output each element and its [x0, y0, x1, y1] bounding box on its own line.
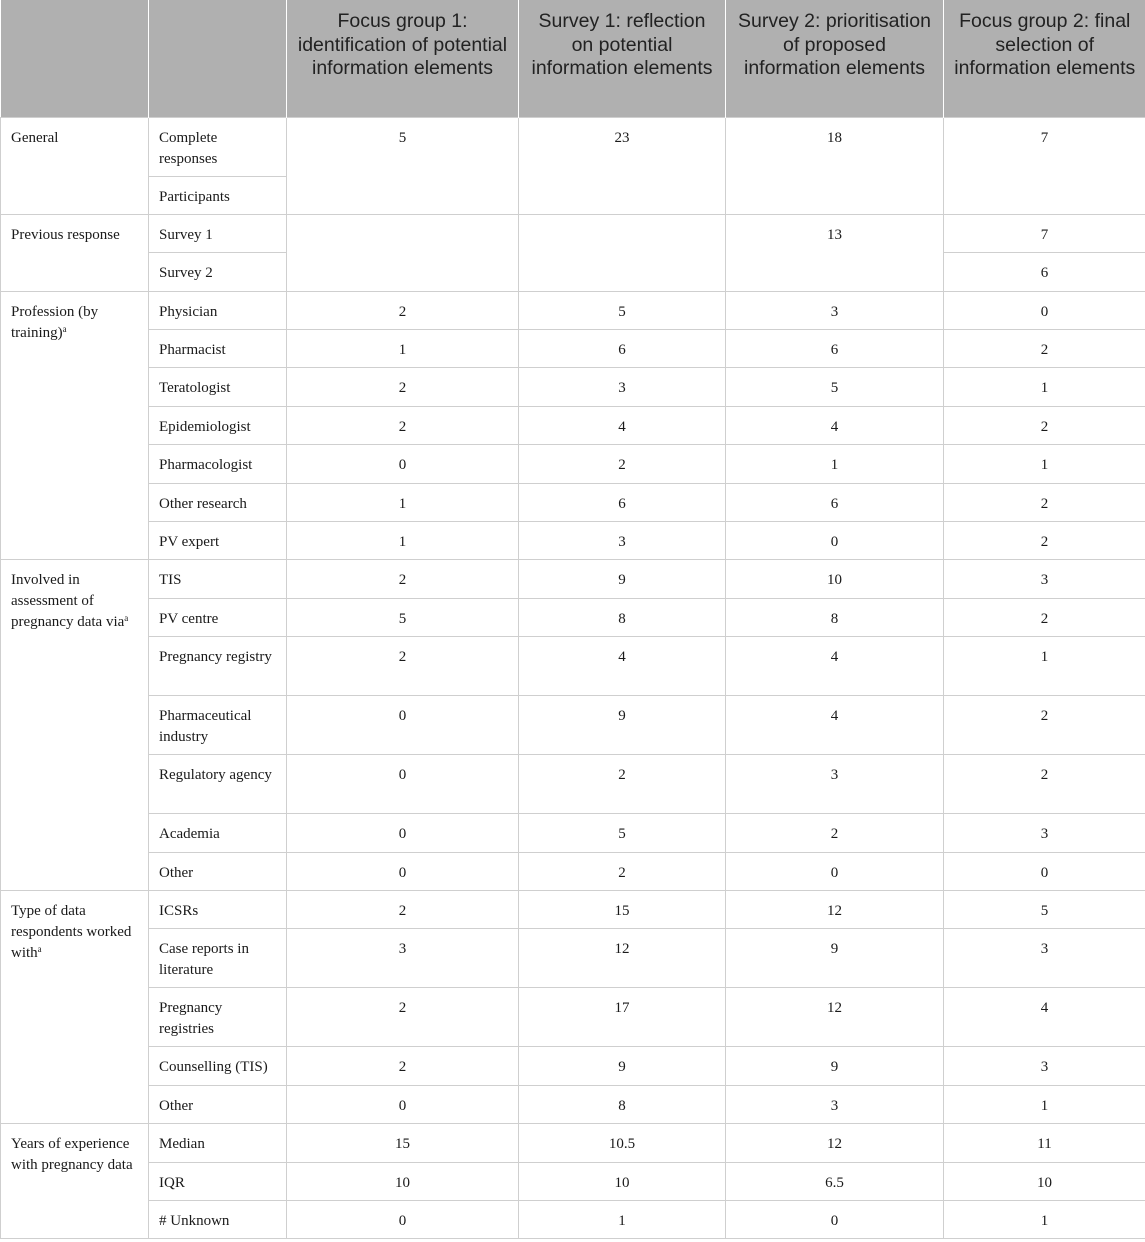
cell-value: 8 [519, 1085, 726, 1123]
cell-value: 0 [944, 291, 1145, 329]
cell-value: 1 [944, 1200, 1145, 1238]
cell-value: 0 [287, 445, 519, 483]
table-row [1, 1162, 1145, 1200]
cell-value: 11 [944, 1124, 1145, 1162]
table-row [1, 445, 1145, 483]
cell-value: 15 [287, 1124, 519, 1162]
cell-value: 2 [944, 483, 1145, 521]
cell-value: 7 [944, 214, 1145, 252]
row-label: Median [149, 1124, 287, 1162]
cell-value: 9 [726, 1047, 944, 1085]
cell-value: 2 [287, 406, 519, 444]
row-label: Pregnancy registry [149, 637, 287, 696]
header-focus-group-2: Focus group 2: final selection of information elements [944, 0, 1145, 117]
cell-value: 9 [519, 560, 726, 598]
cell-value: 3 [287, 929, 519, 988]
table-row [1, 852, 1145, 890]
table-row [1, 406, 1145, 444]
cell-value: 3 [519, 522, 726, 560]
cell-value: 1 [944, 1085, 1145, 1123]
cell-value: 0 [287, 852, 519, 890]
cell-value: 5 [519, 814, 726, 852]
table-row [1, 929, 1145, 988]
category-previous-response: Previous response [1, 214, 149, 291]
table-row [1, 117, 1145, 176]
footnote-marker: a [124, 613, 129, 624]
cell-value: 12 [726, 890, 944, 928]
cell-value: 8 [519, 598, 726, 636]
cell-value: 2 [944, 522, 1145, 560]
footnote-marker: a [37, 943, 42, 954]
cell-value: 2 [944, 598, 1145, 636]
table-row [1, 637, 1145, 696]
cell-value: 6 [726, 330, 944, 368]
cell-value: 2 [287, 368, 519, 406]
table-row [1, 522, 1145, 560]
cell-value: 12 [519, 929, 726, 988]
cell-value: 10 [726, 560, 944, 598]
cell-value: 4 [726, 696, 944, 755]
row-label: Pharmacist [149, 330, 287, 368]
cell-value: 23 [519, 117, 726, 214]
cell-value: 9 [519, 696, 726, 755]
table-row [1, 330, 1145, 368]
category-involved-in-assessment: Involved in assessment of pregnancy data via$^a$ [1, 560, 149, 891]
header-empty-1 [1, 0, 149, 117]
cell-value: 2 [287, 291, 519, 329]
cell-value: 10 [944, 1162, 1145, 1200]
row-label: Epidemiologist [149, 406, 287, 444]
row-label: Regulatory agency [149, 755, 287, 814]
table-row [1, 1085, 1145, 1123]
cell-value: 4 [726, 637, 944, 696]
cell-value: 4 [519, 406, 726, 444]
cell-value: 2 [944, 330, 1145, 368]
cell-value: 1 [944, 445, 1145, 483]
row-label: Other [149, 1085, 287, 1123]
header-survey-1: Survey 1: reflection on potential information elements [519, 0, 726, 117]
cell-value: 2 [944, 755, 1145, 814]
cell-value: 3 [519, 368, 726, 406]
row-label: IQR [149, 1162, 287, 1200]
cell-value: 0 [726, 852, 944, 890]
cell-value: 2 [287, 560, 519, 598]
row-label: # Unknown [149, 1200, 287, 1238]
row-label: Survey 1 [149, 214, 287, 252]
cell-value: 0 [726, 1200, 944, 1238]
row-label: Counselling (TIS) [149, 1047, 287, 1085]
cell-value: 3 [726, 1085, 944, 1123]
cell-value: 1 [287, 483, 519, 521]
table-row [1, 1047, 1145, 1085]
cell-value: 2 [519, 755, 726, 814]
cell-value: 0 [287, 814, 519, 852]
cell-value: 3 [944, 814, 1145, 852]
row-label: Participants [149, 176, 287, 214]
category-type-of-data: Type of data respondents worked with$^a$ [1, 890, 149, 1123]
cell-value: 1 [944, 637, 1145, 696]
row-label: Teratologist [149, 368, 287, 406]
table-row [1, 890, 1145, 928]
table-row [1, 214, 1145, 252]
cell-value: 0 [287, 1200, 519, 1238]
cell-value: 18 [726, 117, 944, 214]
cell-value: 9 [519, 1047, 726, 1085]
row-label: Other [149, 852, 287, 890]
cell-value: 2 [519, 445, 726, 483]
cell-value: 13 [726, 214, 944, 291]
row-label: Survey 2 [149, 253, 287, 291]
table-row [1, 988, 1145, 1047]
cell-value: 3 [726, 291, 944, 329]
cell-value: 10.5 [519, 1124, 726, 1162]
cell-value: 5 [519, 291, 726, 329]
cell-value: 3 [944, 929, 1145, 988]
header-row [1, 0, 1145, 117]
cell-value: 2 [944, 406, 1145, 444]
cell-value: 2 [287, 988, 519, 1047]
cell-value: 2 [287, 890, 519, 928]
cell-value: 12 [726, 1124, 944, 1162]
table-row [1, 755, 1145, 814]
cell-value: 1 [519, 1200, 726, 1238]
cell-value: 12 [726, 988, 944, 1047]
cell-value: 1 [944, 368, 1145, 406]
header-focus-group-1: Focus group 1: identification of potential information elements [287, 0, 519, 117]
cell-value: 5 [944, 890, 1145, 928]
row-label: Physician [149, 291, 287, 329]
footnote-marker: a [62, 323, 67, 334]
table-row [1, 598, 1145, 636]
row-label: Pharmacologist [149, 445, 287, 483]
row-label: Complete responses [149, 117, 287, 176]
cell-value: 2 [726, 814, 944, 852]
cell-value: 2 [519, 852, 726, 890]
row-label: TIS [149, 560, 287, 598]
cell-value: 9 [726, 929, 944, 988]
category-years-of-experience: Years of experience with pregnancy data [1, 1124, 149, 1239]
cell-value: 5 [287, 117, 519, 214]
cell-value: 15 [519, 890, 726, 928]
cell-value: 3 [944, 560, 1145, 598]
cell-value: 1 [287, 330, 519, 368]
cell-value: 2 [287, 1047, 519, 1085]
table-row [1, 483, 1145, 521]
cell-value: 0 [726, 522, 944, 560]
row-label: PV centre [149, 598, 287, 636]
cell-value: 5 [287, 598, 519, 636]
cell-value: 10 [287, 1162, 519, 1200]
table-row [1, 368, 1145, 406]
row-label: Academia [149, 814, 287, 852]
cell-value: 1 [287, 522, 519, 560]
cell-value: 4 [726, 406, 944, 444]
table-row [1, 291, 1145, 329]
cell-value: 4 [944, 988, 1145, 1047]
category-general: General [1, 117, 149, 214]
cell-value: 0 [287, 1085, 519, 1123]
cell-value: 6 [944, 253, 1145, 291]
row-label: Other research [149, 483, 287, 521]
cell-value: 6 [519, 330, 726, 368]
header-survey-2: Survey 2: prioritisation of proposed information elements [726, 0, 944, 117]
row-label: Case reports in literature [149, 929, 287, 988]
table-row [1, 1124, 1145, 1162]
cell-value: 1 [726, 445, 944, 483]
row-label: Pregnancy registries [149, 988, 287, 1047]
cell-value: 6 [726, 483, 944, 521]
cell-value: 8 [726, 598, 944, 636]
cell-value: 6 [519, 483, 726, 521]
table-row [1, 560, 1145, 598]
cell-value: 5 [726, 368, 944, 406]
cell-empty [519, 214, 726, 291]
cell-value: 0 [287, 696, 519, 755]
header-empty-2 [149, 0, 287, 117]
cell-value: 0 [287, 755, 519, 814]
cell-empty [287, 214, 519, 291]
table-row [1, 696, 1145, 755]
table-row [1, 814, 1145, 852]
cell-value: 2 [944, 696, 1145, 755]
row-label: ICSRs [149, 890, 287, 928]
cell-value: 0 [944, 852, 1145, 890]
cell-value: 7 [944, 117, 1145, 214]
table-row [1, 1200, 1145, 1238]
cell-value: 4 [519, 637, 726, 696]
category-profession: Profession (by training)$^a$ [1, 291, 149, 560]
cell-value: 3 [944, 1047, 1145, 1085]
cell-value: 6.5 [726, 1162, 944, 1200]
cell-value: 10 [519, 1162, 726, 1200]
row-label: PV expert [149, 522, 287, 560]
cell-value: 17 [519, 988, 726, 1047]
row-label: Pharmaceutical industry [149, 696, 287, 755]
cell-value: 3 [726, 755, 944, 814]
cell-value: 2 [287, 637, 519, 696]
